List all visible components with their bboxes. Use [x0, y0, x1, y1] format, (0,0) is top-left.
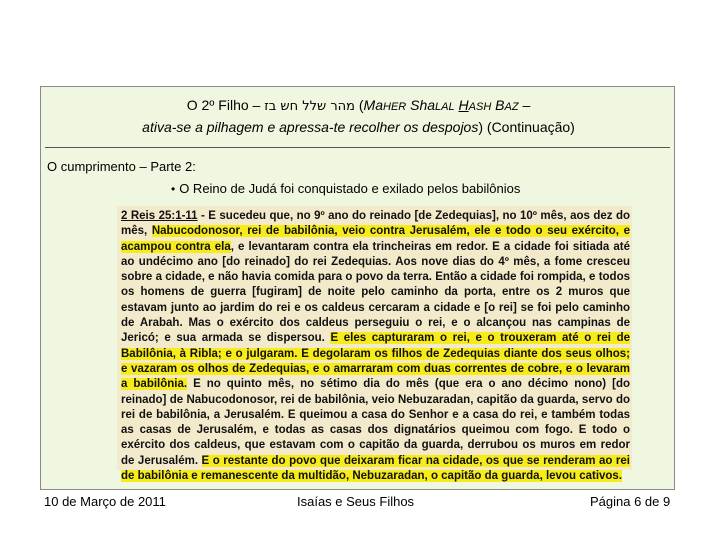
footer-title: Isaías e Seus Filhos: [297, 494, 415, 509]
title-suffix: (Continuação): [486, 119, 575, 135]
title-line-1: [41, 95, 676, 117]
title-line-2: [41, 117, 676, 137]
name-part-2: Sha: [410, 97, 436, 113]
quote-highlight-3: E o restante do povo que deixaram ficar na cidade, os que se renderam ao rei de babilônia e remanescente da multidão, Nebuzaradan, o capitão da guarda, levou cativos.: [121, 454, 631, 483]
bullet-dot-icon: •: [171, 182, 176, 196]
footer-page-number: Página 6 de 9: [590, 494, 671, 509]
bullet-text: O Reino de Judá foi conquistado e exilado pelos babilônios: [179, 181, 521, 196]
title-name: [364, 97, 519, 113]
name-part-3: H: [458, 97, 469, 113]
name-part-3-sc: ASH: [468, 101, 492, 113]
slide-title: [41, 95, 676, 137]
title-paren-open: (: [358, 97, 364, 113]
scripture-quote: [117, 206, 632, 483]
title-hebrew: מהר שלל חש בז: [264, 99, 355, 114]
name-part-1: Ma: [363, 97, 383, 113]
quote-highlight-2: E eles capturaram o rei, e o trouxeram até o rei de Babilônia, à Ribla; e o julgaram. E degolaram os filhos de Zedequias diante dos seus olhos; e vazaram os olhos de Zedequias, e o amarraram com duas correntes de cobre, e o levaram a babilônia.: [121, 332, 630, 391]
title-subtitle: ativa-se a pilhagem e apressa-te recolher os despojos: [142, 119, 479, 135]
title-prefix: O 2º Filho –: [186, 97, 261, 113]
quote-highlight-1: Nabucodonosor, rei de babilônia, veio contra Jerusalém, ele e todo o seu exército, e acampou contra ela: [121, 225, 630, 253]
title-paren-close: ): [478, 119, 484, 135]
section-label: O cumprimento – Parte 2:: [47, 159, 196, 174]
quote-segment-3: , e levantaram contra ela trincheiras em redor. E a cidade foi sitiada até ao undécimo ano [do reinado] do rei Zedequias. Aos nove dias do 4º mês, a fome cresceu sobre a cidade, e não havia comida para o povo da terra. Então a cidade foi rompida, e todos os homens de guerra [fugiram] de noite pelo caminho da porta, entre os 2 muros que estavam junto ao jardim do rei e os caldeus cercaram a cidade e [o rei] se foi pelo caminho de Arabah. Mas o exército dos caldeus perseguiu o rei, e o alcançou nas campinas de Jericó; e sua armada se dispersou.: [121, 240, 630, 345]
name-part-4-sc: AZ: [504, 101, 519, 113]
title-dash: –: [522, 97, 531, 113]
quote-reference: 2 Reis 25:1-11: [121, 210, 198, 222]
content-panel: [40, 86, 675, 490]
name-part-2-sc: LAL: [435, 101, 455, 113]
title-divider: [45, 147, 670, 148]
quote-segment-1: - E sucedeu que, no 9º ano do reinado [de Zedequias], no 10º mês, aos dez do mês,: [121, 210, 630, 238]
name-part-3-group: [459, 97, 469, 113]
name-part-4: B: [495, 97, 505, 113]
footer-date: 10 de Março de 2011: [44, 494, 166, 509]
name-part-1-sc: HER: [383, 101, 407, 113]
bullet-item: [171, 181, 520, 196]
quote-segment-5: E no quinto mês, no sétimo dia do mês (que era o ano décimo nono) [do reinado] de Nabucodonosor, rei de babilônia, veio Nebuzaradan, capitão da guarda, servo do rei de babilônia, a Jerusalém. E queimou a casa do Senhor e a casa do rei, e também todas as casas de Jerusalém, e todas as casas dos dignatários queimou com fogo. E todo o exército dos caldeus, que estavam com o capitão da guarda, derrubou os muros em redor de Jerusalém.: [121, 378, 630, 467]
